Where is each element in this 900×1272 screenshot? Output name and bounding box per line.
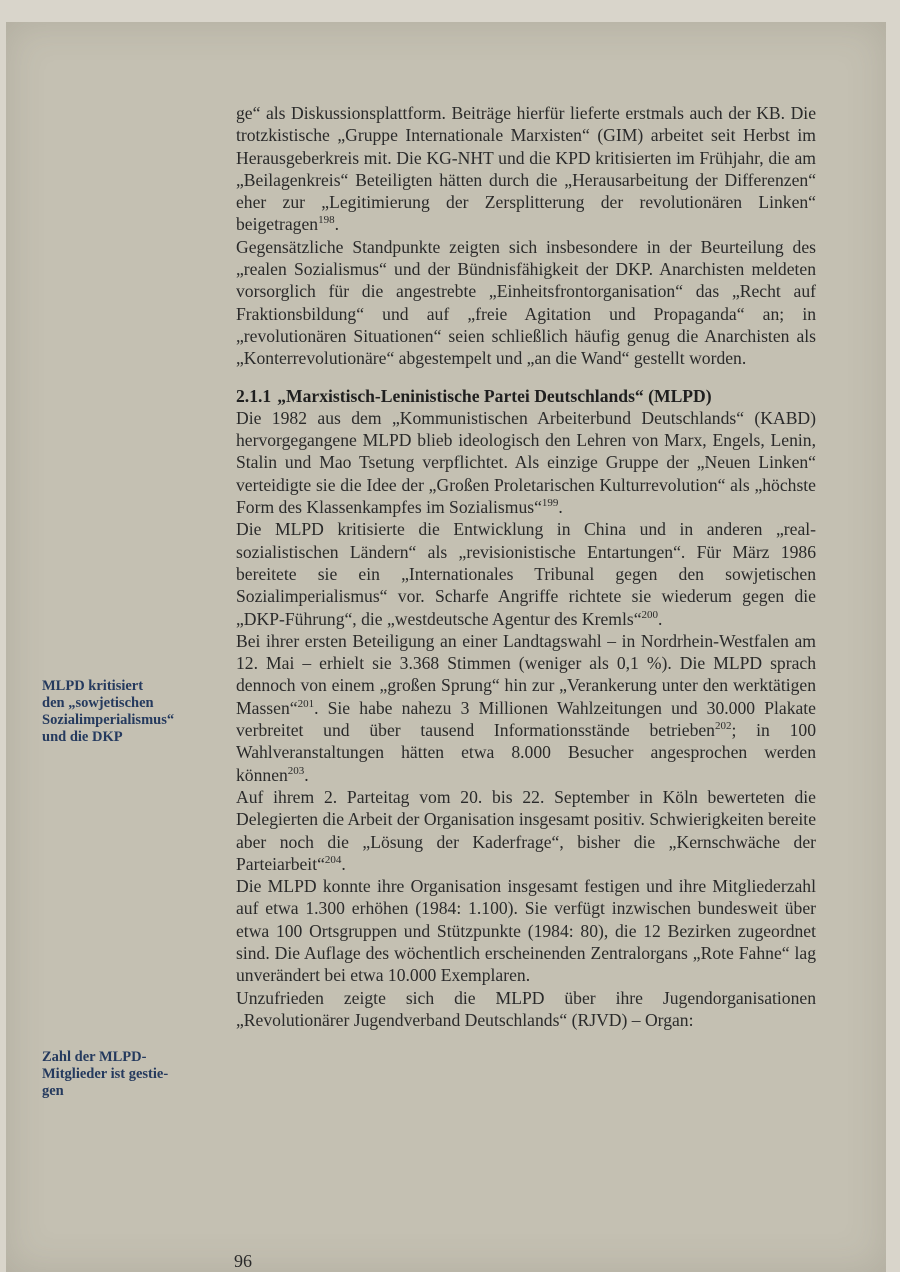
paragraph: ge“ als Diskussionsplattform. Beiträge hierfür lieferte erstmals auch der KB. Die trotzkistische „Gruppe Internationale Marxisten“ (GIM) arbeitet seit Herbst im Herausgeberkreis mit. Die KG-NHT und die KPD kritisierten im Frühjahr, die am „Beilagenkreis“ Beteiligten hätten durch die „Herausarbeitung der Differenzen“ eher zur „Legitimierung der Zersplitterung der revolutionären Linken“ beigetragen$^{198}$.: [236, 103, 816, 235]
footnote-ref: 204: [324, 853, 342, 866]
footnote-ref: 201: [297, 697, 315, 710]
page-number: 96: [234, 1251, 252, 1271]
document-page: [6, 22, 886, 1272]
paragraph: Die MLPD konnte ihre Organisation insgesamt festigen und ihre Mitgliederzahl auf etwa 1.300 erhöhen (1984: 1.100). Sie verfügt inzwischen bundesweit über etwa 100 Ortsgruppen und Stützpunkte (1984: 80), die 12 Bezirken zugeordnet sind. Die Auflage des wöchentlich erscheinenden Zentralorgans „Rote Fahne“ lag unverändert bei etwa 10.000 Exemplaren.: [236, 876, 816, 986]
footnote-ref: 200: [641, 608, 659, 621]
margin-note-membership: Zahl der MLPD- Mitglieder ist gestie- gen: [42, 1049, 169, 1099]
section-title: „Marxistisch-Leninistische Partei Deutschlands“ (MLPD): [277, 385, 712, 406]
footnote-ref: 202: [714, 720, 732, 733]
footnote-ref: 199: [541, 497, 559, 510]
paragraph: Die 1982 aus dem „Kommunistischen Arbeiterbund Deutschlands“ (KABD) hervorgegangene MLPD blieb ideologisch den Lehren von Marx, Engels, Lenin, Stalin und Mao Tsetung verpflichtet. Als einzige Gruppe der „Neuen Linken“ verteidigte sie die Idee der „Großen Proletarischen Kulturrevolution“ als „höchste Form des Klassenkampfes im Sozialismus“$^{199}$.: [236, 407, 816, 518]
footnote-ref: 203: [287, 764, 305, 777]
paragraph: Auf ihrem 2. Parteitag vom 20. bis 22. September in Köln bewerteten die Delegierten die Arbeit der Organisation insgesamt positiv. Schwierigkeiten bereite aber noch die „Lösung der Kaderfrage“, bisher die „Kernschwäche der Parteiarbeit“$^{204}$.: [236, 786, 816, 874]
section-heading: [236, 385, 816, 407]
paragraph: Gegensätzliche Standpunkte zeigten sich insbesondere in der Beurteilung des „realen Sozialismus“ und der Bündnisfähigkeit der DKP. Anarchisten meldeten vorsorglich für die angestrebte „Einheitsfrontorganisation“ das „Recht auf Fraktionsbildung“ und auf „freie Agitation und Propaganda“ an; in „revolutionären Situationen“ seien schließlich häufig genug die Anarchisten als „Konterrevolutionäre“ abgestempelt und „an die Wand“ gestellt worden.: [236, 236, 816, 369]
section-number: 2.1.1: [236, 385, 272, 406]
main-text-column: [236, 102, 816, 1031]
margin-note-mlpd-criticism: MLPD kritisiert den „sowjetischen Sozialimperialismus“ und die DKP: [42, 678, 175, 745]
footnote-ref: 198: [318, 214, 335, 227]
paragraph: Unzufrieden zeigte sich die MLPD über ihre Jugendorganisationen „Revolutionärer Jugendverband Deutschlands“ (RJVD) – Organ:: [236, 987, 816, 1030]
paragraph: Bei ihrer ersten Beteiligung an einer Landtagswahl – in Nordrhein-Westfalen am 12. Mai – erhielt sie 3.368 Stimmen (weniger als 0,1 %). Die MLPD sprach dennoch von einem „großen Sprung“ hin zur „Verankerung unter den werktätigen Massen“$^{201}$. Sie habe nahezu 3 Millionen Wahlzeitungen und 30.000 Plakate verbreitet und über tausend Informationsstände betrieben$^{202}$; in 100 Wahlveranstaltungen hätten etwa 8.000 Besucher angesprochen werden können$^{203}$.: [236, 630, 816, 785]
paragraph: Die MLPD kritisierte die Entwicklung in China und in anderen „real-sozialistischen Ländern“ als „revisionistische Entartungen“. Für März 1986 bereitete sie ein „Internationales Tribunal gegen den sowjetischen Sozialimperialismus“ vor. Scharfe Angriffe richtete sie wiederum gegen die „DKP-Führung“, die „westdeutsche Agentur des Kremls“$^{200}$.: [236, 519, 816, 629]
